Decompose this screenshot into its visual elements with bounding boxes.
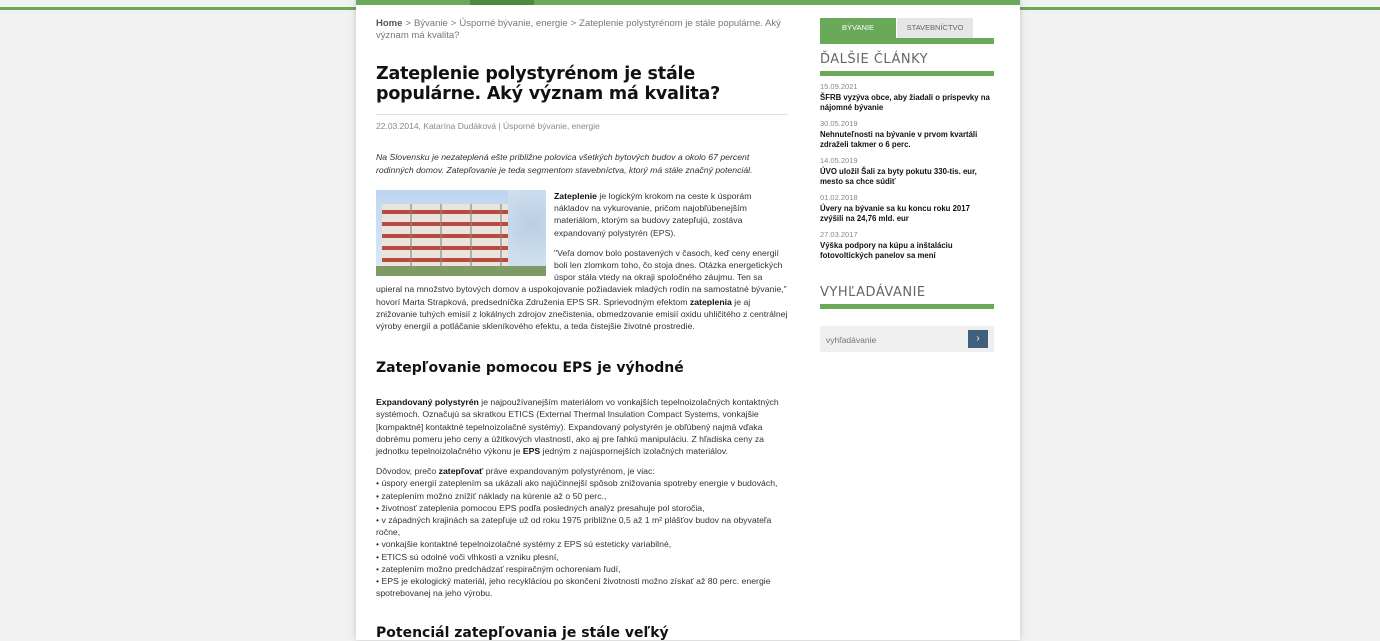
article-photo — [376, 190, 546, 276]
bullet-item: • zateplením možno predchádzať respiračným ochoreniam ľudí, — [376, 563, 621, 574]
breadcrumb-separator: > — [450, 18, 457, 29]
sidebar-article-date: 27.03.2017 — [820, 230, 858, 239]
search-box — [820, 326, 994, 352]
sidebar-article-list — [820, 82, 994, 261]
article-meta: 22.03.2014, Katarína Dudáková | Úsporné bývanie, energie — [376, 114, 788, 131]
tab-underline — [820, 38, 994, 44]
sidebar-article[interactable] — [820, 156, 994, 187]
sidebar-article-date: 30.05.2019 — [820, 119, 858, 128]
section-heading-1: Zatepľovanie pomocou EPS je výhodné — [376, 360, 684, 377]
p4-strong: zatepľovať — [438, 466, 484, 477]
sidebar-article-title[interactable]: Výška podpory na kúpu a inštaláciu fotovoltických panelov sa mení — [820, 241, 953, 260]
breadcrumb-home[interactable]: Home — [376, 18, 403, 29]
p1-strong: Zateplenie — [554, 191, 597, 201]
sidebar-article-date: 15.09.2021 — [820, 82, 858, 91]
page-top-line — [356, 0, 1020, 5]
p3-strong-2: EPS — [522, 446, 541, 457]
breadcrumb-bývanie[interactable]: Bývanie — [413, 18, 448, 29]
photo-window — [440, 204, 442, 270]
search-input[interactable] — [824, 330, 968, 350]
page-container — [356, 0, 1020, 640]
p4-text-end: práve expandovaným polystyrénom, je viac: — [483, 466, 655, 477]
sidebar-tabs — [820, 18, 994, 38]
photo-window — [500, 204, 502, 270]
article-body — [376, 190, 788, 332]
more-articles-rule — [820, 71, 994, 76]
chevron-right-icon: › — [976, 333, 980, 344]
search-submit-button[interactable] — [968, 330, 988, 348]
photo-window — [470, 204, 472, 270]
sidebar-article-date: 01.02.2018 — [820, 193, 858, 202]
bullet-item: • zateplením možno znížiť náklady na kúrenie až o 50 perc., — [376, 490, 607, 501]
p2-strong: zateplenia — [689, 296, 732, 307]
search-rule — [820, 304, 994, 309]
article-author[interactable]: Katarína Dudáková — [423, 121, 497, 131]
p1-text: je logickým krokom na ceste k úsporám nákladov na vykurovanie, pričom najobľúbenejším materiálom, ktorým sa budovy zatepľujú, zostáva expandovaný polystyrén (EPS). — [554, 191, 752, 238]
breadcrumb-current: Zateplenie polystyrénom je stále populárne. Aký význam má kvalita? — [376, 18, 781, 41]
sidebar-article[interactable] — [820, 230, 994, 261]
article-main — [376, 18, 788, 641]
p3-strong: Expandovaný polystyrén — [376, 397, 479, 408]
breadcrumb-separator: > — [405, 18, 411, 29]
meta-separator: | — [498, 121, 501, 131]
photo-window — [410, 204, 412, 270]
sidebar-article[interactable] — [820, 82, 994, 113]
sidebar-article[interactable] — [820, 193, 994, 224]
article-date: 22.03.2014 — [376, 121, 419, 131]
article-category[interactable]: Úsporné bývanie, energie — [503, 121, 600, 131]
search-heading: VYHĽADÁVANIE — [820, 285, 926, 300]
p2-text: "Veľa domov bolo postavených v časoch, keď ceny energií boli len zlomkom toho, čo stoja dnes. Otázka energetických úspor stála vtedy na okraji spoločného záujmu. Ten sa upieral na množstvo bytových domov a uspokojovanie požiadaviek mladých rodín na samostatné bývanie," hovorí Marta Strapková, predsedníčka Združenia EPS SR. Sprievodným efektom — [376, 247, 787, 307]
bullet-item: • EPS je ekologický materiál, jeho recykláciou po skončení životnosti možno získať až 80 perc. energie spotrebovanej na jeho výrobu. — [376, 576, 771, 599]
photo-ground — [376, 266, 546, 276]
photo-sky — [508, 190, 546, 276]
bullet-item: • v západných krajinách sa zatepľuje už od roku 1975 približne 0,5 až 1 m² plášťov budov na obyvateľa ročne, — [376, 515, 772, 538]
paragraph-3 — [376, 396, 788, 457]
sidebar-article-title[interactable]: ŠFRB vyzýva obce, aby žiadali o príspevky na nájomné bývanie — [820, 93, 990, 112]
bullet-item: • životnosť zateplenia pomocou EPS podľa posledných analýz presahuje pol storočia, — [376, 502, 705, 513]
p2-text-end: je aj znižovanie tuhých emisií z lokálnych zdrojov znečistenia, obmedzovanie emisií oxidu uhličitého z centrálnej výroby energií a potláčanie skleníkového efektu, a teda čistejšie životné prostredie. — [376, 296, 788, 332]
sidebar-article-title[interactable]: Nehnuteľnosti na bývanie v prvom kvartáli zdraželi takmer o 6 perc. — [820, 130, 978, 149]
breadcrumb — [376, 18, 788, 42]
tab-stavebníctvo[interactable]: STAVEBNÍCTVO — [897, 18, 973, 38]
more-articles-heading: ĎALŠIE ČLÁNKY — [820, 52, 929, 67]
section-1-body — [376, 396, 788, 599]
article-lead: Na Slovensku je nezateplená ešte približne polovica všetkých bytových budov a okolo 67 percent rodinných domov. Zatepľovanie je teda segmentom stavebníctva, ktorý má stále značný potenciál. — [376, 152, 753, 175]
section-heading-2: Potenciál zatepľovania je stále veľký — [376, 625, 669, 641]
breadcrumb-category[interactable]: Úsporné bývanie, energie — [459, 18, 568, 29]
tab-bývanie[interactable]: BÝVANIE — [820, 18, 896, 38]
p3-text: je najpoužívanejším materiálom vo vonkajších tepelnoizolačných kontaktných systémoch. Označujú sa skratkou ETICS (External Thermal Insulation Compact Systems, vonkajšie [kompaktné] kontaktné tepelnoizolačné systémy). Expandovaný polystyrén je obľúbený najmä vďaka dobrému pomeru jeho ceny a úžitkových vlastností, ako aj pre ľahkú manipuláciu. Z hľadiska ceny za jednotku tepelnoizolačného výkonu je — [376, 397, 779, 457]
bullet-item: • vonkajšie kontaktné tepelnoizolačné systémy z EPS sú esteticky variabilné, — [376, 539, 672, 550]
bullet-item: • ETICS sú odolné voči vlhkosti a vzniku plesní, — [376, 551, 559, 562]
article-title: Zateplenie polystyrénom je stále populárne. Aký význam má kvalita? — [376, 64, 721, 104]
paragraph-4 — [376, 465, 788, 477]
breadcrumb-separator: > — [570, 18, 577, 29]
sidebar-article-title[interactable]: Úvery na bývanie sa ku koncu roku 2017 zvýšili na 24,76 mld. eur — [820, 204, 970, 223]
sidebar-article[interactable] — [820, 119, 994, 150]
active-nav-marker — [470, 0, 534, 5]
p4-text: Dôvodov, prečo — [376, 466, 439, 477]
sidebar — [820, 18, 994, 352]
p3-text-end: jedným z najúspornejších izolačných materiálov. — [540, 446, 728, 457]
sidebar-article-title[interactable]: ÚVO uložil Šali za byty pokutu 330-tis. eur, mesto sa chce súdiť — [820, 167, 977, 186]
sidebar-article-date: 14.05.2019 — [820, 156, 858, 165]
bullet-item: • úspory energií zateplením sa ukázali ako najúčinnejší spôsob znižovania spotreby energie v budovách, — [376, 478, 778, 489]
bullet-list — [376, 477, 788, 599]
